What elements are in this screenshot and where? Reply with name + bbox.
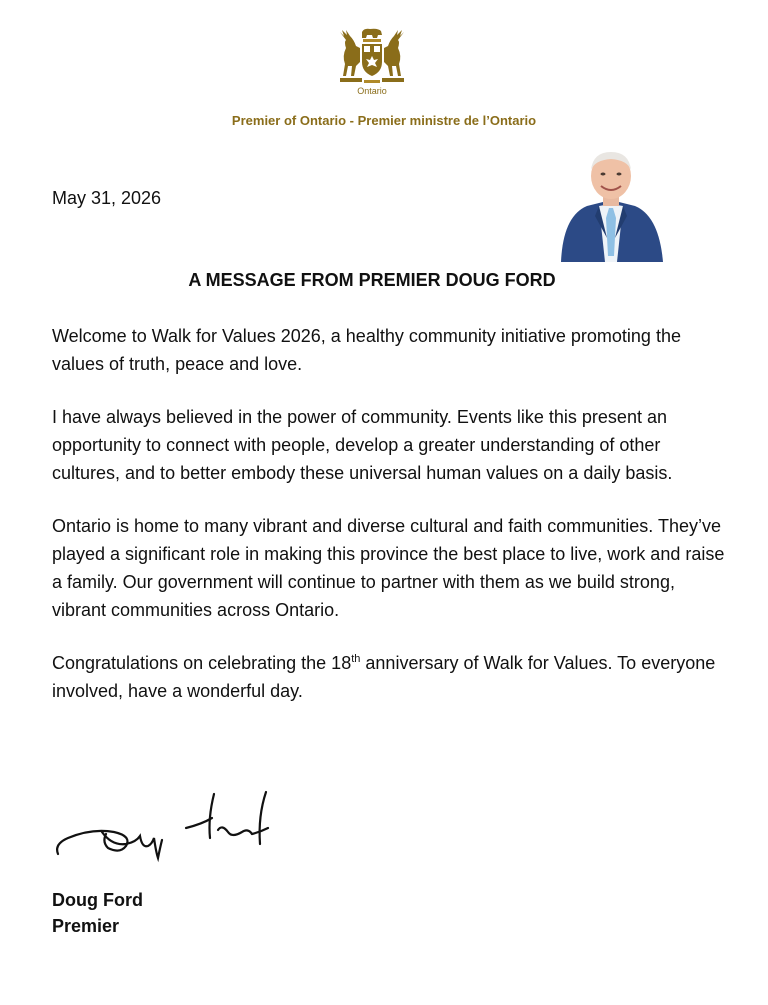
paragraph-ontario: Ontario is home to many vibrant and diverse cultural and faith communities. They’ve played a significant role in making this province the best place to live, work and raise a family. Our government will continue to partner with them as we build strong, vibrant communities across Ontario. <box>52 516 725 620</box>
moose-supporter-left <box>340 30 360 76</box>
signatory-title: Premier <box>52 916 120 936</box>
letter-date: May 31, 2026 <box>52 188 162 208</box>
letter-heading: A MESSAGE FROM PREMIER DOUG FORD <box>188 270 556 290</box>
signatory-name: Doug Ford <box>52 890 143 910</box>
office-masthead: Premier of Ontario - Premier ministre de l’Ontario <box>231 113 537 128</box>
ontario-coat-of-arms-logo <box>334 26 410 86</box>
paragraph-welcome: Welcome to Walk for Values 2026, a healthy community initiative promoting the values of truth, peace and love. <box>52 326 681 374</box>
paragraph-congratulations <box>52 649 732 705</box>
crest-caption: Ontario <box>357 86 387 96</box>
congrats-text-start: Congratulations on celebrating the 18 <box>52 653 352 673</box>
premier-portrait-photo <box>557 146 665 262</box>
ordinal-superscript: th <box>351 653 361 665</box>
letter-body <box>52 322 732 730</box>
handwritten-signature <box>52 788 282 864</box>
congrats-text-end: anniversary of Walk for Values. To everyone involved, have a wonderful day. <box>52 653 716 701</box>
bear-crest <box>362 29 382 38</box>
deer-supporter-right <box>384 30 404 76</box>
paragraph-community: I have always believed in the power of community. Events like this present an opportunity to connect with people, develop a greater understanding of other cultures, and to better embody these universal human values on a daily basis. <box>52 407 673 483</box>
